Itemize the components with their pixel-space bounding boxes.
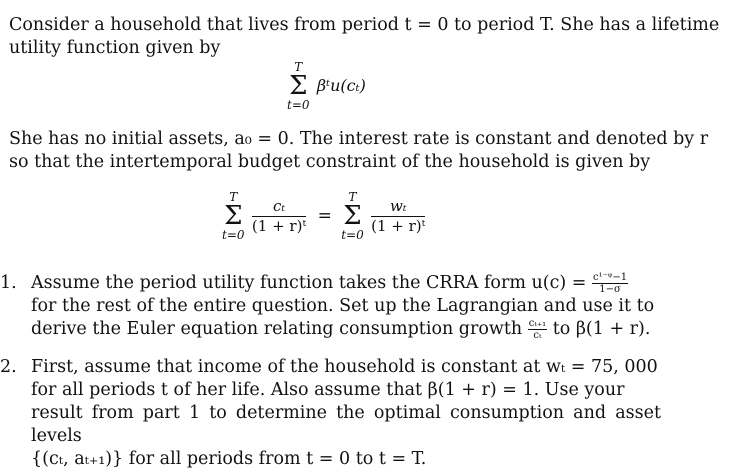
budget-rhs-denominator: (1 + r)ᵗ [371, 216, 426, 235]
budget-sum-left-lower: t=0 [222, 228, 245, 242]
item-number: 2. [0, 357, 17, 377]
utility-sum-upper: T [294, 60, 303, 74]
intro-line-1: Consider a household that lives from period t = 0 to period T. She has a lifetime [9, 15, 720, 35]
item-2-line-2: for all periods t of her life. Also assume that β(1 + r) = 1. Use your [31, 380, 625, 400]
crra-denominator: 1−σ [599, 284, 621, 295]
item-2-line-3: result from part 1 to determine the optimal consumption and asset levels [31, 403, 661, 446]
budget-equals: = [317, 205, 332, 226]
question-item-2 [0, 356, 661, 471]
crra-numerator: c¹⁻ᵠ−1 [593, 272, 628, 283]
budget-rhs-numerator: wₜ [371, 199, 425, 217]
growth-denominator: cₜ [533, 330, 542, 341]
utility-equation [287, 60, 366, 112]
item-2-line-4: {(cₜ, aₜ₊₁)} for all periods from t = 0 to t = T. [31, 449, 427, 469]
budget-sum-right-lower: t=0 [341, 228, 364, 242]
budget-sum-right [341, 190, 364, 242]
utility-term: βᵗu(cₜ) [316, 76, 366, 95]
crra-fraction [592, 272, 628, 295]
assets-paragraph [9, 128, 725, 174]
budget-lhs-fraction [251, 196, 307, 235]
budget-sum-left-upper: T [229, 190, 238, 204]
budget-equation [222, 190, 427, 242]
intro-line-2: utility function given by [9, 38, 221, 58]
budget-sum-left [222, 190, 245, 242]
budget-lhs-denominator: (1 + r)ᵗ [251, 216, 307, 235]
assets-line-1: She has no initial assets, a₀ = 0. The interest rate is constant and denoted by r [9, 129, 709, 149]
utility-sum [287, 60, 310, 112]
intro-paragraph [9, 14, 725, 60]
sigma-symbol: Σ [289, 71, 308, 101]
growth-fraction [528, 318, 547, 341]
budget-lhs-numerator: cₜ [252, 199, 306, 217]
item-1-text-d: to β(1 + r). [547, 319, 651, 339]
item-1-text-b: for the rest of the entire question. Set up the Lagrangian and use it to [31, 296, 655, 316]
sigma-symbol: Σ [343, 201, 362, 231]
assets-line-2: so that the intertemporal budget constraint of the household is given by [9, 152, 651, 172]
item-1-text-c: derive the Euler equation relating consumption growth [31, 319, 528, 339]
item-number: 1. [0, 273, 17, 293]
question-item-1 [0, 272, 661, 341]
budget-rhs-fraction [371, 196, 426, 235]
item-1-text-a: Assume the period utility function takes the CRRA form u(c) = [31, 273, 593, 293]
budget-sum-right-upper: T [348, 190, 357, 204]
sigma-symbol: Σ [224, 201, 243, 231]
growth-numerator: cₜ₊₁ [528, 318, 547, 329]
item-2-line-1: First, assume that income of the household is constant at wₜ = 75, 000 [31, 357, 658, 377]
utility-sum-lower: t=0 [287, 98, 310, 112]
